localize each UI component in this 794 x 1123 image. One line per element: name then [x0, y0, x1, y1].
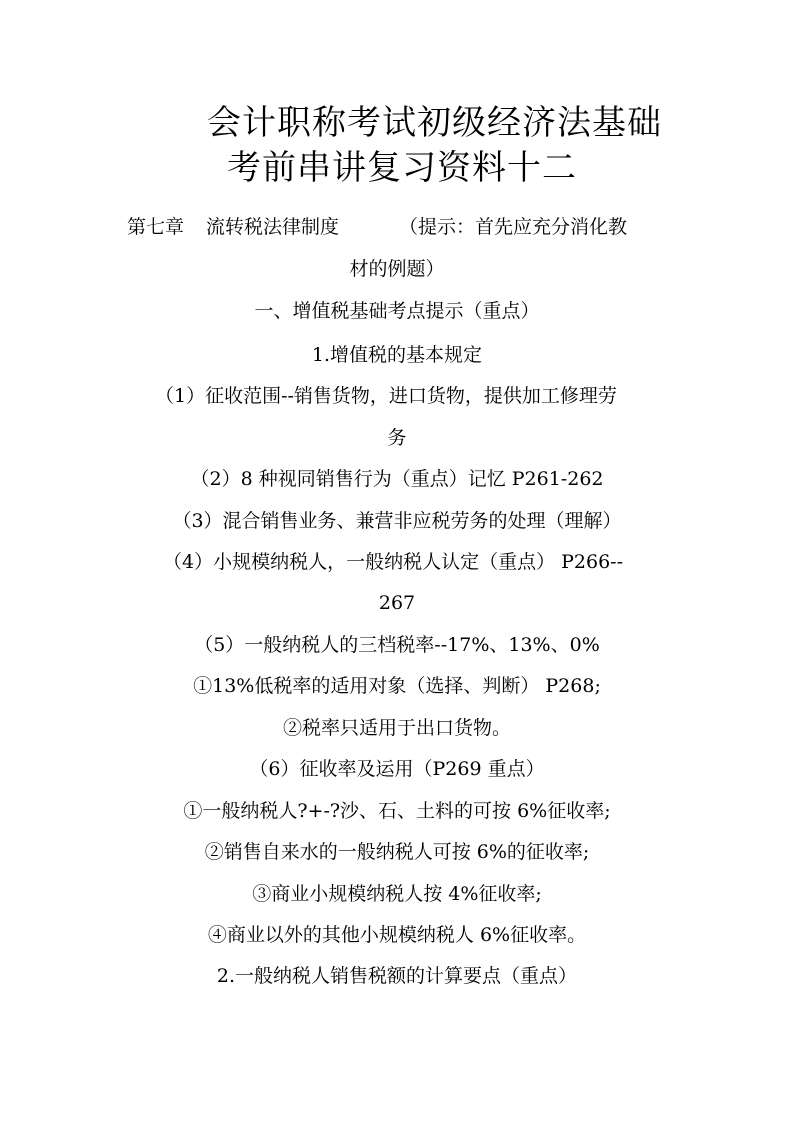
chapter-heading [127, 214, 627, 240]
list-item-5-sub-2: ②税率只适用于出口货物。 [282, 717, 511, 739]
list-item-5-sub-1: ①13%低税率的适用对象（选择、判断） P268; [193, 675, 601, 697]
chapter-name: 流转税法律制度 [206, 216, 340, 238]
chapter-hint-continued: 材的例题） [349, 258, 445, 280]
chapter-hint: （提示：首先应充分消化教 [399, 216, 628, 238]
list-item-1: （1）征收范围--销售货物，进口货物，提供加工修理劳 [155, 385, 617, 407]
document-title-line-2: 考前串讲复习资料十二 [227, 148, 577, 188]
list-item-6-sub-4: ④商业以外的其他小规模纳税人 6%征收率。 [207, 924, 587, 946]
chapter-number: 第七章 [127, 216, 185, 238]
subsection-heading-1: 1.增值税的基本规定 [311, 344, 483, 366]
document-title-line-1: 会计职称考试初级经济法基础 [207, 103, 662, 143]
list-item-6-sub-3: ③商业小规模纳税人按 4%征收率; [252, 883, 542, 905]
list-item-1-continued: 务 [387, 427, 407, 449]
list-item-6: （6）征收率及运用（P269 重点） [249, 758, 545, 780]
list-item-6-sub-2: ②销售自来水的一般纳税人可按 6%的征收率; [204, 841, 590, 863]
section-heading: 一、增值税基础考点提示（重点） [254, 300, 540, 322]
list-item-4-continued: 267 [378, 592, 416, 614]
subsection-heading-2: 2.一般纳税人销售税额的计算要点（重点） [216, 965, 578, 987]
list-item-4: （4）小规模纳税人，一般纳税人认定（重点） P266-- [163, 551, 624, 573]
list-item-3: （3）混合销售业务、兼营非应税劳务的处理（理解） [172, 510, 622, 532]
list-item-6-sub-1: ①一般纳税人?+-?沙、石、土料的可按 6%征收率; [183, 800, 611, 822]
list-item-2: （2）8 种视同销售行为（重点）记忆 P261-262 [190, 468, 604, 490]
list-item-5: （5）一般纳税人的三档税率--17%、13%、0% [194, 634, 600, 656]
